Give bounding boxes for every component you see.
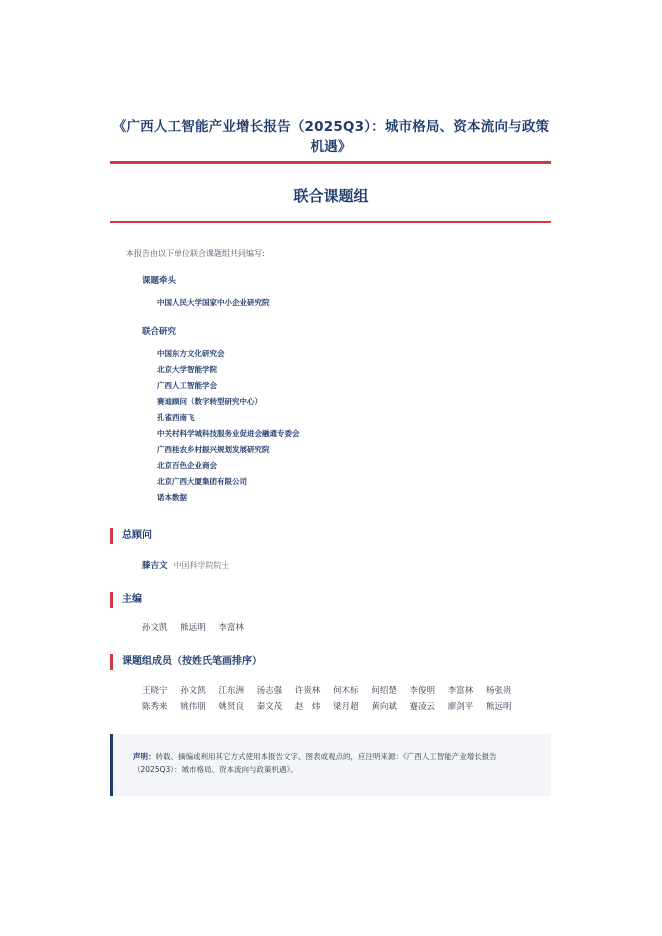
advisor-heading: 总顾问 (110, 528, 152, 544)
advisor-entry (142, 559, 230, 571)
member-name: 熊远明 (485, 702, 512, 712)
notice-label: 声明： (133, 752, 156, 761)
group-title: 联合课题组 (293, 187, 369, 205)
joint-org: 孔雀西南飞 (157, 413, 195, 422)
editor-name: 李富林 (218, 623, 244, 633)
editor-name: 熊远明 (180, 623, 206, 633)
member-name: 姚贤良 (218, 702, 244, 712)
member-name: 许贵林 (294, 686, 321, 696)
member-name: 何木标 (333, 686, 359, 696)
joint-org: 北京百色企业商会 (157, 461, 217, 470)
member-name: 孙文凯 (180, 686, 206, 696)
advisor-title: 中国科学院院士 (173, 561, 230, 570)
editors-row (142, 621, 254, 633)
member-name: 王晓宁 (142, 686, 168, 696)
notice-text: 转载、摘编或利用其它方式使用本报告文字、图表或观点的，应注明来源：《广西人工智能产业增长报告（2025Q3）：城市格局、资本流向与政策机遇》。 (133, 752, 497, 774)
member-name: 李俊明 (409, 686, 436, 696)
member-name: 梁月超 (333, 702, 359, 712)
member-name: 何绍楚 (371, 686, 397, 696)
member-name: 蹇凌云 (409, 702, 436, 712)
member-name: 陈秀来 (142, 702, 168, 712)
member-name: 李富林 (447, 686, 474, 696)
joint-org: 中关村科学城科技服务业促进会融通专委会 (157, 429, 300, 438)
members-heading: 课题组成员（按姓氏笔画排序） (110, 654, 262, 670)
member-name: 赵 炜 (294, 702, 321, 712)
document-title (110, 117, 552, 157)
member-name: 江东洲 (218, 686, 244, 696)
joint-org: 北京广西大厦集团有限公司 (157, 477, 247, 486)
members-row-2 (142, 700, 521, 712)
joint-org: 诺本数据 (157, 493, 187, 502)
member-name: 姚伟朋 (180, 702, 206, 712)
member-name: 杨张贵 (485, 686, 512, 696)
joint-heading: 联合研究 (142, 327, 177, 337)
copyright-notice (110, 734, 551, 796)
lead-heading: 课题牵头 (142, 276, 177, 286)
editor-name: 孙文凯 (142, 623, 168, 633)
joint-org: 赛迪顾问（数字转型研究中心） (157, 397, 262, 406)
member-name: 汤志强 (256, 686, 283, 696)
joint-org: 广西人工智能学会 (157, 381, 217, 390)
bottom-divider (110, 221, 551, 223)
editors-heading: 主编 (110, 592, 142, 608)
member-name: 秦文茂 (256, 702, 283, 712)
title-line-1: 《广西人工智能产业增长报告（2025Q3）：城市格局、资本流向与政策 (112, 119, 550, 135)
members-row-1 (142, 684, 521, 696)
joint-org: 北京大学智能学院 (157, 365, 217, 374)
top-divider (110, 161, 551, 164)
joint-org: 广西桂农乡村振兴规划发展研究院 (157, 445, 270, 454)
intro-text: 本报告由以下单位联合课题组共同编写: (126, 249, 265, 258)
advisor-name: 滕吉文 (142, 561, 168, 571)
lead-org: 中国人民大学国家中小企业研究院 (157, 298, 270, 307)
joint-org: 中国东方文化研究会 (157, 349, 225, 358)
title-line-2: 机遇》 (310, 139, 352, 155)
member-name: 黄向斌 (371, 702, 397, 712)
member-name: 廖剑平 (447, 702, 474, 712)
